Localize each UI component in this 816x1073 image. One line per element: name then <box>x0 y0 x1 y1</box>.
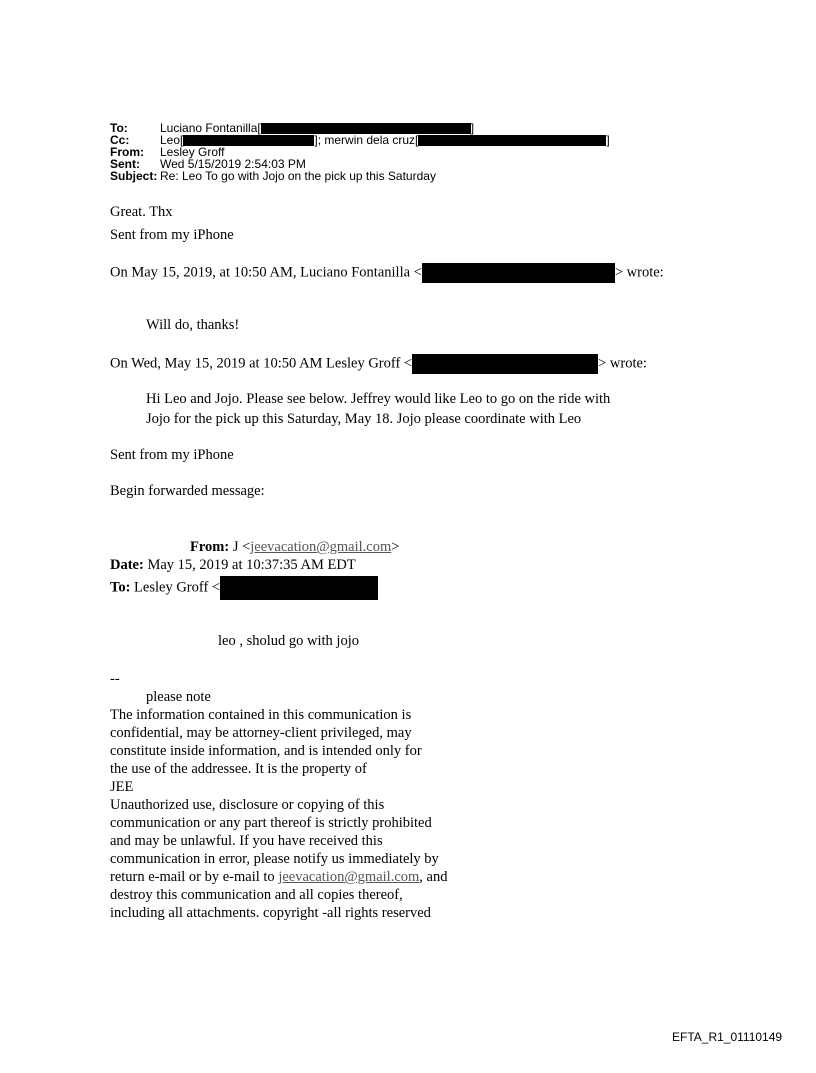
quote-line: Hi Leo and Jojo. Please see below. Jeffrey would like Leo to go on the ride with <box>146 391 611 407</box>
redaction <box>220 576 378 600</box>
disclaimer <box>110 706 447 922</box>
disclaimer-line: constitute inside information, and is intended only for <box>110 743 422 759</box>
sent-label: Sent: <box>110 157 140 171</box>
signature: Sent from my iPhone <box>110 227 234 243</box>
cc-value-2: ]; merwin dela cruz[ <box>314 133 419 147</box>
from-label: From: <box>110 145 144 159</box>
fwd-date: Date: May 15, 2019 at 10:37:35 AM EDT <box>110 557 356 573</box>
bracket: ] <box>470 121 475 135</box>
disclaimer-line: destroy this communication and all copies thereof, <box>110 887 403 903</box>
bracket: ] <box>606 133 610 147</box>
quote-line: Jojo for the pick up this Saturday, May 18. Jojo please coordinate with Leo <box>146 411 582 427</box>
email-link[interactable]: jeevacation@gmail.com <box>250 539 392 555</box>
signature: Sent from my iPhone <box>110 447 234 463</box>
disclaimer-line: communication or any part thereof is strictly prohibited <box>110 815 432 831</box>
cc-line <box>160 134 610 146</box>
redaction <box>412 354 598 374</box>
cc-label: Cc: <box>110 133 130 147</box>
quote-intro: On May 15, 2019, at 10:50 AM, Luciano Fontanilla < <box>110 264 422 281</box>
redaction <box>418 135 606 146</box>
email-link[interactable]: jeevacation@gmail.com <box>278 869 420 885</box>
to-value: Luciano Fontanilla[ <box>160 121 261 135</box>
quote-line-1 <box>110 263 664 283</box>
disclaimer-line: the use of the addressee. It is the property of <box>110 761 367 777</box>
to-label: To: <box>110 121 128 135</box>
disclaimer-line: JEE <box>110 779 134 795</box>
dashes: -- <box>110 671 120 687</box>
please-note: please note <box>146 689 211 705</box>
reply-text: Great. Thx <box>110 204 173 220</box>
fwd-from: From: J <jeevacation@gmail.com> <box>190 539 400 555</box>
quote-text: Will do, thanks! <box>146 317 240 333</box>
wrote-text: > wrote: <box>598 355 647 372</box>
fwd-to: Lesley Groff < <box>134 579 221 596</box>
forward-label: Begin forwarded message: <box>110 483 265 499</box>
fwd-to-line: To: Lesley Groff < <box>110 576 378 600</box>
disclaimer-line: communication in error, please notify us immediately by <box>110 851 439 867</box>
forwarded-text: leo , sholud go with jojo <box>218 633 359 649</box>
from-value: Lesley Groff <box>160 145 225 159</box>
wrote-text: > wrote: <box>614 264 664 281</box>
disclaimer-line: return e-mail or by e-mail to jeevacation@gmail.com, and <box>110 869 448 885</box>
disclaimer-line: and may be unlawful. If you have received this <box>110 833 383 849</box>
bates-number: EFTA_R1_01110149 <box>672 1030 783 1044</box>
quote-line-2 <box>110 354 647 374</box>
quote-intro: On Wed, May 15, 2019 at 10:50 AM Lesley Groff < <box>110 355 413 372</box>
disclaimer-line: The information contained in this communication is <box>110 707 412 723</box>
redaction <box>422 263 615 283</box>
subject-value: Re: Leo To go with Jojo on the pick up this Saturday <box>160 169 436 183</box>
disclaimer-line: Unauthorized use, disclosure or copying of this <box>110 797 385 813</box>
disclaimer-line: confidential, may be attorney-client privileged, may <box>110 725 412 741</box>
subject-label: Subject: <box>110 169 158 183</box>
cc-value: Leo[ <box>160 133 184 147</box>
sent-value: Wed 5/15/2019 2:54:03 PM <box>160 157 306 171</box>
disclaimer-line: including all attachments. copyright -all rights reserved <box>110 905 431 921</box>
